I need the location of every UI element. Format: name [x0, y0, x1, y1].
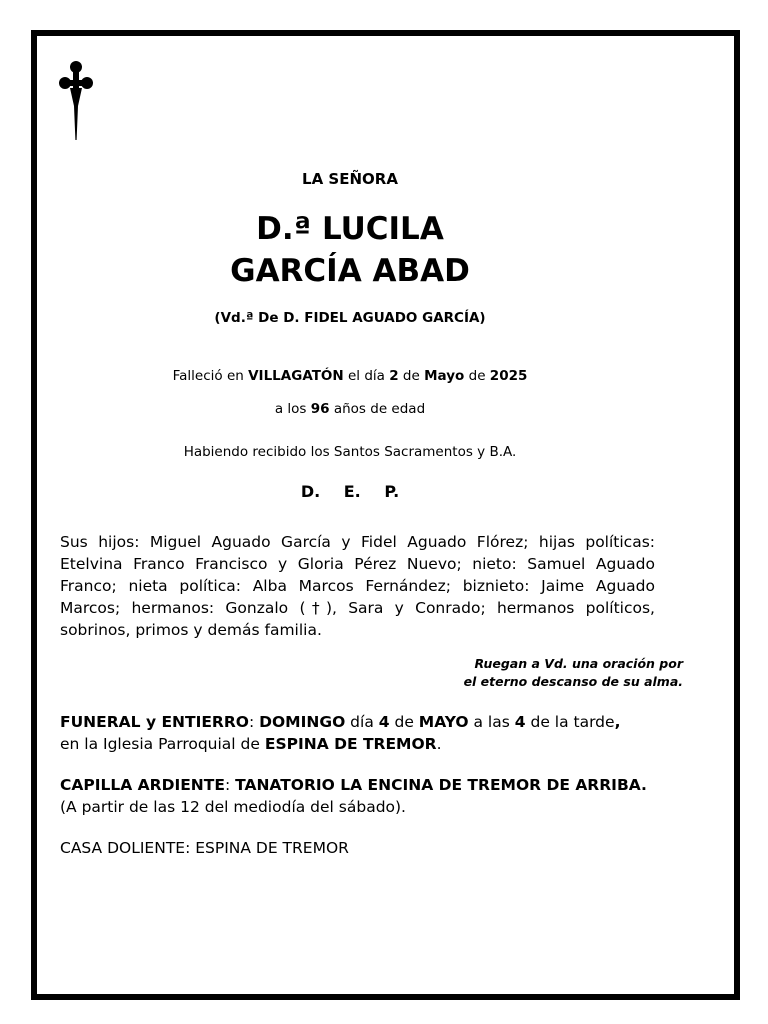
age-statement: a los 96 años de edad	[274, 401, 426, 417]
sacraments-statement: Habiendo recibido los Santos Sacramentos y B.A.	[183, 444, 517, 460]
death-day: 2	[389, 368, 399, 384]
deceased-name	[60, 208, 640, 292]
funeral-label: FUNERAL y ENTIERRO	[60, 713, 249, 731]
chapel-label: CAPILLA ARDIENTE	[60, 776, 225, 794]
widow-of: (Vd.ª De D. FIDEL AGUADO GARCÍA)	[214, 310, 486, 326]
title-prefix: LA SEÑORA	[302, 170, 398, 188]
death-year: 2025	[489, 368, 528, 384]
age-value: 96	[310, 401, 330, 417]
chapel-info: CAPILLA ARDIENTE: TANATORIO LA ENCINA DE TREMOR DE ARRIBA. (A partir de las 12 del mediodía del sábado).	[60, 774, 660, 818]
funeral-day-name: DOMINGO	[259, 713, 346, 731]
chapel-note: (A partir de las 12 del mediodía del sábado).	[60, 798, 406, 816]
funeral-info: FUNERAL y ENTIERRO: DOMINGO día 4 de MAYO a las 4 de la tarde, en la Iglesia Parroquial de ESPINA DE TREMOR.	[60, 713, 621, 753]
name-line-1: D.ª LUCILA	[256, 211, 444, 247]
chapel-place: TANATORIO LA ENCINA DE TREMOR DE ARRIBA.	[235, 776, 647, 794]
funeral-church: ESPINA DE TREMOR	[264, 735, 437, 753]
family-list: Sus hijos: Miguel Aguado García y Fidel Aguado Flórez; hijas políticas: Etelvina Franco Francisco y Gloria Pérez Nuevo; nieto: Samuel Aguado Franco; nieta política: Alba Marcos Fernández; biznieto: Jaime Aguado Marcos; hermanos: Gonzalo (†), Sara y Conrado; hermanos políticos, sobrinos, primos y demás familia.	[60, 533, 655, 639]
name-line-2: GARCÍA ABAD	[230, 253, 470, 289]
cross-icon	[58, 58, 94, 142]
house-info: CASA DOLIENTE: ESPINA DE TREMOR	[60, 839, 349, 857]
death-place: VILLAGATÓN	[248, 368, 344, 384]
dep-initials: D. E. P.	[300, 482, 400, 501]
death-month: Mayo	[424, 368, 465, 384]
death-statement: Falleció en VILLAGATÓN el día 2 de Mayo de 2025	[172, 368, 528, 384]
prayer-request: Ruegan a Vd. una oración por el eterno descanso de su alma.	[463, 656, 683, 689]
